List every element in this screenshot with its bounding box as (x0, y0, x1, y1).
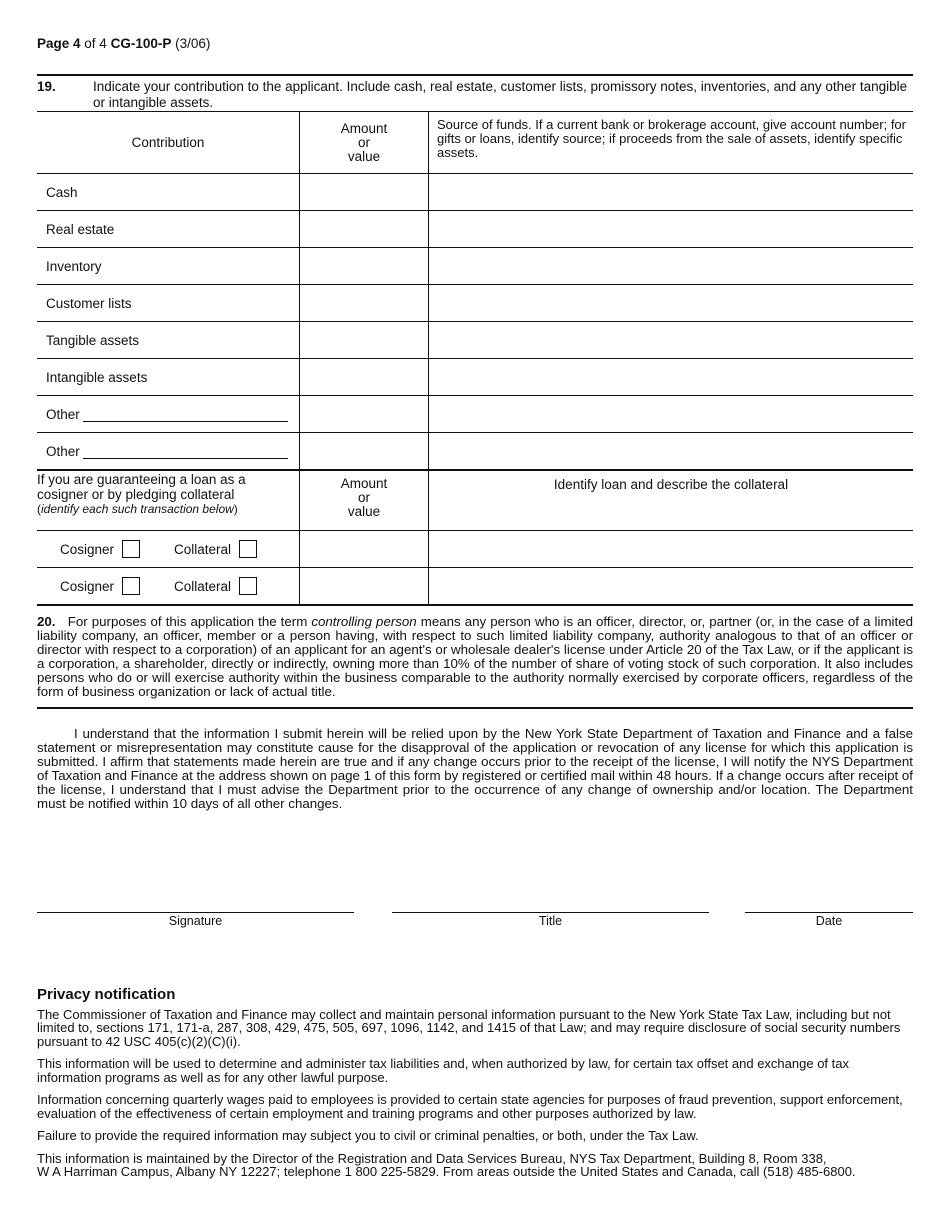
page-header (37, 36, 210, 51)
column-header-amount: Amount or value (300, 112, 429, 174)
contribution-table (37, 111, 913, 606)
privacy-paragraph: This information will be used to determine and administer tax liabilities and, when authorized by law, for certain tax offset and exchange of tax information programs as well as for any other lawful purpose. (37, 1056, 849, 1085)
privacy-notification (37, 988, 913, 1188)
collateral-checkbox-2[interactable] (239, 577, 257, 595)
loan-2-amount-field[interactable] (300, 568, 429, 606)
customer-lists-amount-field[interactable] (300, 285, 429, 322)
table-row (37, 359, 913, 396)
title-label: Title (538, 914, 563, 928)
loan-1-amount-field[interactable] (300, 531, 429, 568)
cosigner-label: Cosigner (60, 578, 115, 594)
privacy-contact: This information is maintained by the Director of the Registration and Data Services Bureau, NYS Tax Department, Building 8, Room 338, W A Harriman Campus, Albany NY 12227; telephone 1 800 225-5829. From areas outside the United States and Canada, call (518) 485-6800. (37, 1150, 856, 1179)
signature-label: Signature (168, 914, 223, 928)
row-label-cash: Cash (37, 174, 300, 211)
cash-amount-field[interactable] (300, 174, 429, 211)
other-description-field-1[interactable] (83, 409, 288, 422)
intangible-assets-source-field[interactable] (429, 359, 914, 396)
privacy-title: Privacy notification (37, 986, 176, 1003)
date-label: Date (815, 914, 843, 928)
loan-1-description-field[interactable] (429, 531, 914, 568)
privacy-paragraph: Failure to provide the required information may subject you to civil or criminal penalties, or both, under the Tax Law. (37, 1128, 699, 1143)
real-estate-source-field[interactable] (429, 211, 914, 248)
collateral-label: Collateral (174, 541, 232, 557)
question-text: Indicate your contribution to the applicant. Include cash, real estate, customer lists, promissory notes, inventories, and any other tangible or intangible assets. (93, 79, 908, 110)
other-2-amount-field[interactable] (300, 433, 429, 471)
cosigner-label: Cosigner (60, 541, 115, 557)
title-field[interactable] (392, 912, 709, 928)
affirmation-statement: I understand that the information I submit herein will be relied upon by the New York State Department of Taxation and Finance and a false statement or misrepresentation may constitute cause for the disapproval of the application or revocation of any license for which this application is submitted. I affirm that statements made herein are true and if any change occurs prior to the receipt of the license, I will notify the NYS Department of Taxation and Finance at the address shown on page 1 of this form by registered or certified mail within 48 hours. If a change occurs after receipt of the license, I understand that I must advise the Department prior to the occurrence of any change of ownership and/or location. The Department must be notified within 10 days of all other changes. (37, 726, 913, 811)
cosigner-checkbox-2[interactable] (122, 577, 140, 595)
row-label-customer-lists: Customer lists (37, 285, 300, 322)
form-revision: (3/06) (175, 36, 211, 51)
loan-column-header-identify: Identify loan and describe the collateral (429, 470, 914, 531)
table-row (37, 248, 913, 285)
date-field[interactable] (745, 912, 913, 928)
inventory-source-field[interactable] (429, 248, 914, 285)
table-row (37, 211, 913, 248)
intangible-assets-amount-field[interactable] (300, 359, 429, 396)
table-row (37, 433, 913, 471)
collateral-label: Collateral (174, 578, 232, 594)
cash-source-field[interactable] (429, 174, 914, 211)
cosigner-checkbox-1[interactable] (122, 540, 140, 558)
inventory-amount-field[interactable] (300, 248, 429, 285)
row-label-other-1 (37, 396, 300, 433)
loan-column-header-amount: Amount or value (300, 470, 429, 531)
loan-header-row (37, 470, 913, 531)
row-label-intangible-assets: Intangible assets (37, 359, 300, 396)
row-label-inventory: Inventory (37, 248, 300, 285)
table-row (37, 174, 913, 211)
table-row (37, 531, 913, 568)
signature-field[interactable] (37, 912, 354, 928)
collateral-checkbox-1[interactable] (239, 540, 257, 558)
page-count: of 4 (84, 36, 107, 51)
loan-2-description-field[interactable] (429, 568, 914, 606)
section-divider (37, 707, 913, 709)
question-19 (37, 74, 913, 113)
row-label-tangible-assets: Tangible assets (37, 322, 300, 359)
question-20: 20. For purposes of this application the term controlling person means any person who is an officer, director, or, partner (or, in the case of a limited liability company, an officer, member or a person having, with respect to such limited liability company, authority analogous to that of an officer or director with respect to a corporation) of an applicant for an agent's or wholesale dealer's license under Article 20 of the Tax Law, or if the applicant is a corporation, a shareholder, directly or indirectly, owning more than 10% of the number of share of voting stock of such corporation. It also includes persons who do or will exercise authority within the business comparable to the authority normally exercised by corporate officers, regardless of the form of business organization or lack of actual title. (37, 614, 913, 699)
question-number: 19. (37, 79, 56, 94)
column-header-source: Source of funds. If a current bank or brokerage account, give account number; for gifts or loans, identify source; if proceeds from the sale of assets, identify specific assets. (429, 112, 914, 174)
row-label-other-2 (37, 433, 300, 471)
other-2-source-field[interactable] (429, 433, 914, 471)
tangible-assets-source-field[interactable] (429, 322, 914, 359)
row-label-real-estate: Real estate (37, 211, 300, 248)
table-row (37, 285, 913, 322)
table-row (37, 396, 913, 433)
question-number: 20. (37, 614, 56, 629)
customer-lists-source-field[interactable] (429, 285, 914, 322)
form-id: CG-100-P (110, 36, 172, 51)
table-row (37, 568, 913, 606)
page-label: Page 4 (37, 36, 81, 51)
real-estate-amount-field[interactable] (300, 211, 429, 248)
loan-instructions: If you are guaranteeing a loan as a cosigner or by pledging collateral (identify each such transaction below) (37, 470, 300, 531)
other-label: Other (46, 406, 80, 422)
other-description-field-2[interactable] (83, 446, 288, 459)
privacy-paragraph: Information concerning quarterly wages paid to employees is provided to certain state agencies for purposes of fraud prevention, support enforcement, evaluation of the effectiveness of certain employment and training programs and other purposes authorized by law. (37, 1092, 903, 1121)
table-header-row (37, 112, 913, 174)
tangible-assets-amount-field[interactable] (300, 322, 429, 359)
privacy-paragraph: The Commissioner of Taxation and Finance may collect and maintain personal information pursuant to the New York State Tax Law, including but not limited to, sections 171, 171-a, 287, 308, 429, 475, 505, 697, 1096, 1142, and 1415 of that Law; and may require disclosure of social security numbers pursuant to 42 USC 405(c)(2)(C)(i). (37, 1006, 901, 1049)
table-row (37, 322, 913, 359)
other-1-amount-field[interactable] (300, 396, 429, 433)
controlling-person-term: controlling person (311, 614, 417, 629)
column-header-contribution: Contribution (37, 112, 300, 174)
other-1-source-field[interactable] (429, 396, 914, 433)
other-label: Other (46, 443, 80, 459)
